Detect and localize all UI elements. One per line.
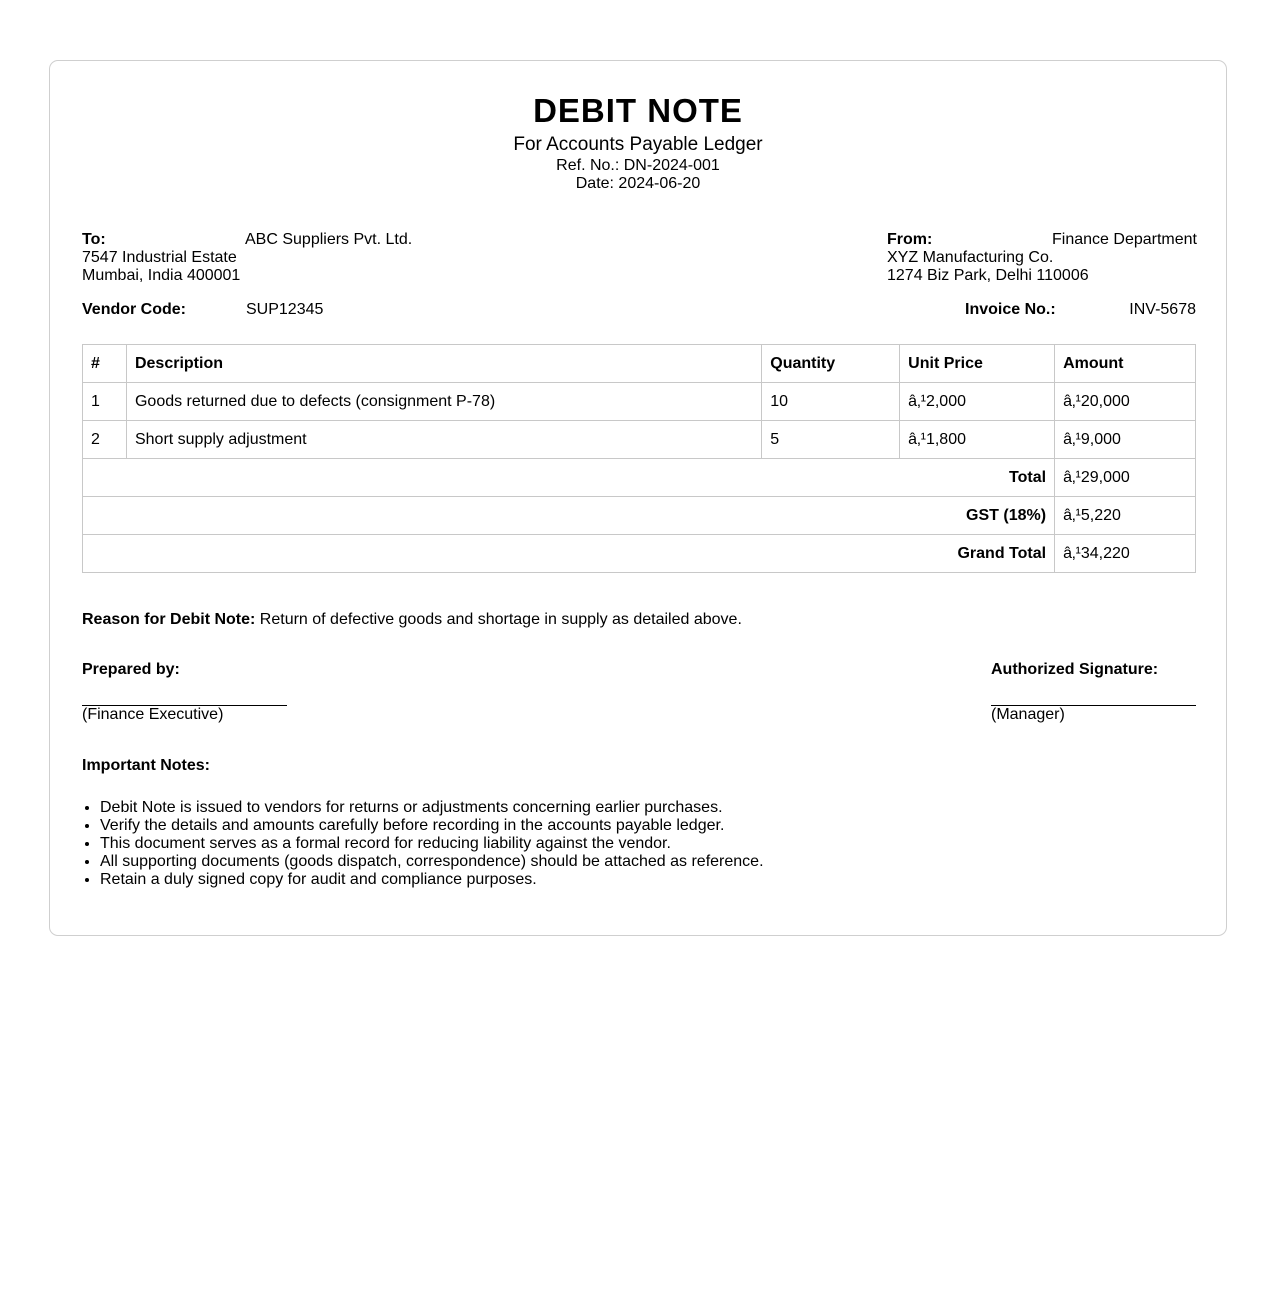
vendor-code	[82, 301, 382, 319]
total-label: Total	[83, 459, 1055, 497]
grand-total-label: Grand Total	[83, 535, 1055, 573]
row-quantity: 5	[762, 421, 900, 459]
line-items-table	[82, 344, 1196, 573]
document-title: DEBIT NOTE	[533, 92, 743, 129]
column-header-description: Description	[126, 345, 761, 383]
list-item: • Retain a duly signed copy for audit and compliance purposes.	[100, 871, 764, 889]
column-header-unit-price: Unit Price	[900, 345, 1055, 383]
list-item: • Verify the details and amounts carefully before recording in the accounts payable ledger.	[100, 817, 764, 835]
notes-list	[82, 799, 764, 889]
row-number: 2	[83, 421, 127, 459]
invoice-number-label: Invoice No.:	[965, 301, 1056, 318]
sender-address-line1: XYZ Manufacturing Co.	[887, 249, 1054, 266]
reason-label: Reason for Debit Note:	[82, 611, 256, 628]
prepared-by-block	[82, 661, 287, 724]
table-row	[83, 383, 1196, 421]
column-header-amount: Amount	[1055, 345, 1196, 383]
sender-address-line2: 1274 Biz Park, Delhi 110006	[887, 267, 1089, 284]
recipient-address-line2: Mumbai, India 400001	[82, 267, 241, 284]
row-unit-price: â‚¹1,800	[900, 421, 1055, 459]
row-amount: â‚¹9,000	[1055, 421, 1196, 459]
gst-row	[83, 497, 1196, 535]
row-amount: â‚¹20,000	[1055, 383, 1196, 421]
to-label: To:	[82, 231, 106, 248]
vendor-code-value: SUP12345	[246, 301, 324, 318]
gst-value: â‚¹5,220	[1055, 497, 1196, 535]
document-header	[50, 91, 1226, 193]
prepared-by-role: (Finance Executive)	[82, 706, 224, 723]
row-description: Short supply adjustment	[126, 421, 761, 459]
column-header-number: #	[83, 345, 127, 383]
document-subtitle: For Accounts Payable Ledger	[513, 134, 763, 155]
vendor-code-label: Vendor Code:	[82, 301, 187, 318]
reference-number: Ref. No.: DN-2024-001	[556, 157, 720, 174]
total-value: â‚¹29,000	[1055, 459, 1196, 497]
list-item: • All supporting documents (goods dispatch, correspondence) should be attached as reference.	[100, 853, 764, 871]
invoice-number-value: INV-5678	[1129, 301, 1196, 318]
row-quantity: 10	[762, 383, 900, 421]
prepared-by-label: Prepared by:	[82, 661, 180, 678]
recipient-block	[82, 231, 413, 285]
sender-name: Finance Department	[1052, 231, 1197, 248]
table-row	[83, 421, 1196, 459]
recipient-address-line1: 7547 Industrial Estate	[82, 249, 237, 266]
debit-reason	[82, 611, 742, 629]
recipient-name: ABC Suppliers Pvt. Ltd.	[245, 231, 413, 248]
table-header-row	[83, 345, 1196, 383]
reason-text: Return of defective goods and shortage in supply as detailed above.	[255, 611, 742, 628]
from-label: From:	[887, 231, 933, 248]
debit-note-sheet	[49, 60, 1227, 936]
list-item: • This document serves as a formal record for reducing liability against the vendor.	[100, 835, 764, 853]
grand-total-value: â‚¹34,220	[1055, 535, 1196, 573]
notes-title: Important Notes:	[82, 757, 210, 774]
invoice-number	[965, 301, 1196, 319]
column-header-quantity: Quantity	[762, 345, 900, 383]
row-description: Goods returned due to defects (consignment P-78)	[126, 383, 761, 421]
gst-label: GST (18%)	[83, 497, 1055, 535]
document-date: Date: 2024-06-20	[575, 175, 701, 192]
row-number: 1	[83, 383, 127, 421]
authorized-signature-block	[991, 661, 1196, 724]
sender-block	[887, 231, 1197, 285]
authorized-role: (Manager)	[991, 706, 1065, 723]
total-row	[83, 459, 1196, 497]
grand-total-row	[83, 535, 1196, 573]
list-item: • Debit Note is issued to vendors for returns or adjustments concerning earlier purchases.	[100, 799, 764, 817]
row-unit-price: â‚¹2,000	[900, 383, 1055, 421]
authorized-signature-label: Authorized Signature:	[991, 661, 1159, 678]
